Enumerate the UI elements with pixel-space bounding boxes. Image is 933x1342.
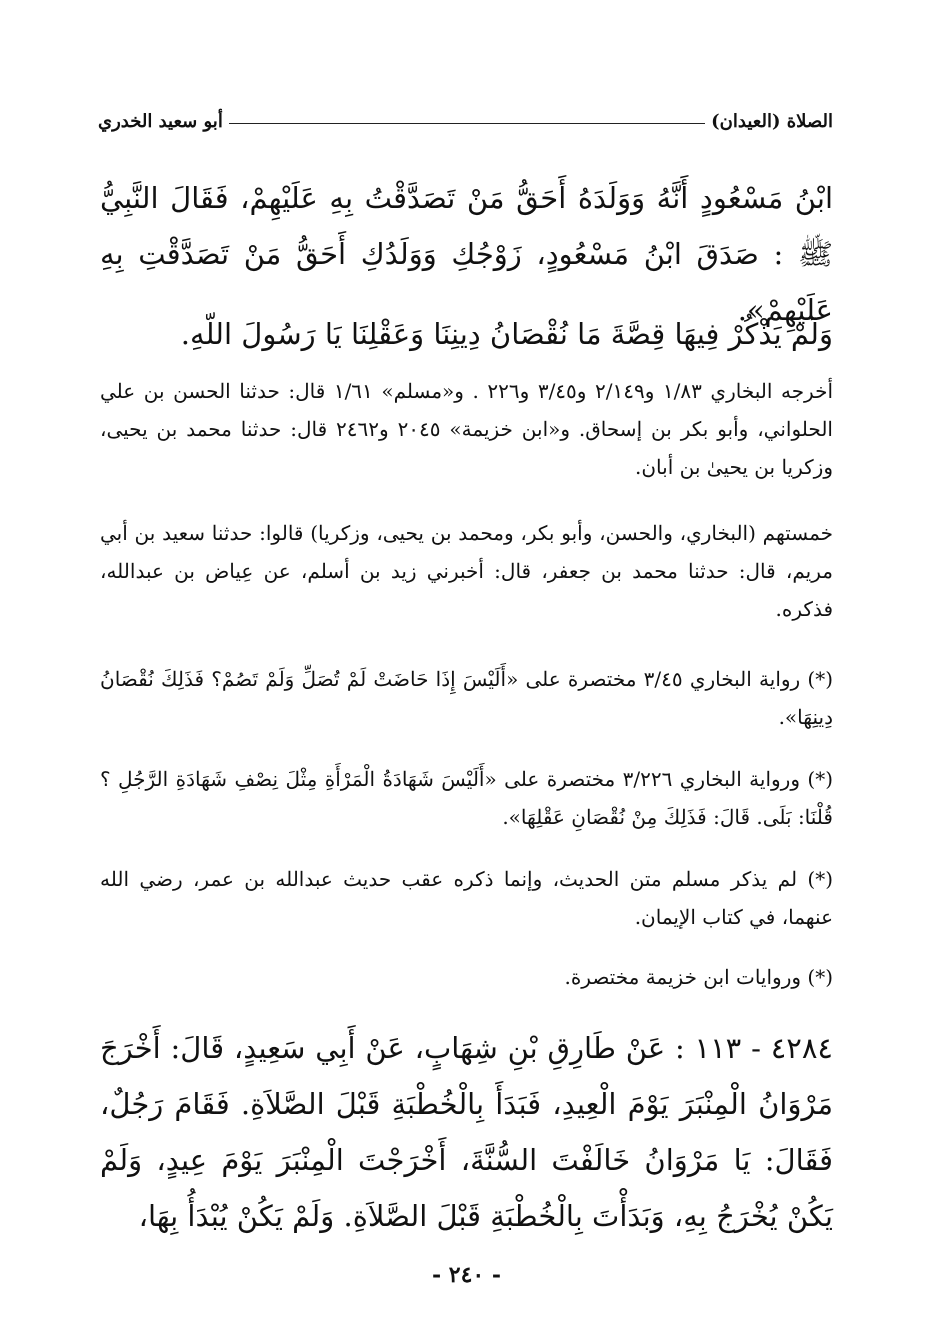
variant-note <box>100 660 833 736</box>
note-paragraph: (*) وروايات ابن خزيمة مختصرة. <box>564 965 833 989</box>
page-number: - ٢٤٠ - <box>431 1262 502 1288</box>
takhrij-note <box>100 514 833 628</box>
header-chapter: الصلاة (العيدان) <box>711 110 833 132</box>
note-paragraph: (*) رواية البخاري ٣/٤٥ مختصرة على «أَلَيْسَ إِذَا حَاضَتْ لَمْ تُصَلِّ وَلَمْ تَصُمْ؟ فَذَلِكَ نُقْصَانُ دِينِهَا». <box>100 667 833 729</box>
header-narrator: أبو سعيد الخدري <box>98 110 223 132</box>
note-paragraph: (*) ورواية البخاري ٣/٢٢٦ مختصرة على «أَلَيْسَ شَهَادَةُ الْمَرْأَةِ مِثْلَ نِصْفِ شَهَادَةِ الرَّجُلِ ؟ قُلْنَا: بَلَى. قَالَ: فَذَلِكَ مِنْ نُقْصَانِ عَقْلِهَا». <box>100 767 833 829</box>
hadith-4284 <box>100 1020 833 1244</box>
note-paragraph: (*) لم يذكر مسلم متن الحديث، وإنما ذكره عقب حديث عبدالله بن عمر، رضي الله عنهما، في كتاب الإيمان. <box>100 867 833 929</box>
running-header <box>98 106 833 136</box>
note-paragraph: خمستهم (البخاري، والحسن، وأبو بكر، ومحمد بن يحيى، وزكريا) قالوا: حدثنا سعيد بن أبي مريم، قال: حدثنا محمد بن جعفر، قال: أخبرني زيد بن أسلم، عن عِياض بن عبدالله، فذكره. <box>100 521 833 621</box>
hadith-paragraph: ٤٢٨٤ - ١١٣ : عَنْ طَارِقِ بْنِ شِهَابٍ، عَنْ أَبِي سَعِيدٍ، قَالَ: أَخْرَجَ مَرْوَانُ الْمِنْبَرَ يَوْمَ الْعِيدِ، فَبَدَأَ بِالْخُطْبَةِ قَبْلَ الصَّلاَةِ. فَقَامَ رَجُلٌ، فَقَالَ: يَا مَرْوَانُ خَالَفْتَ السُّنَّةَ، أَخْرَجْتَ الْمِنْبَرَ يَوْمَ عِيدٍ، وَلَمْ يَكُنْ يُخْرَجُ بِهِ، وَبَدَأْتَ بِالْخُطْبَةِ قَبْلَ الصَّلاَةِ. وَلَمْ يَكُنْ يُبْدَأُ بِهَا، <box>100 1031 833 1233</box>
hadith-remark <box>100 306 833 362</box>
variant-note <box>100 860 833 936</box>
note-paragraph: أخرجه البخاري ١/٨٣ و٢/١٤٩ و٣/٤٥ و٢٢٦ . و«مسلم» ١/٦١ قال: حدثنا الحسن بن علي الحلواني، وأبو بكر بن إسحاق. و«ابن خزيمة» ٢٠٤٥ و٢٤٦٢ قال: حدثنا محمد بن يحيى، وزكريا بن يحيىٰ بن أبان. <box>100 379 834 479</box>
hadith-paragraph: ابْنُ مَسْعُودٍ أَنَّهُ وَوَلَدَهُ أَحَقُّ مَنْ تَصَدَّقْتُ بِهِ عَلَيْهِمْ، فَقَالَ النَّبِيُّ ﷺ : صَدَقَ ابْنُ مَسْعُودٍ، زَوْجُكِ وَوَلَدُكِ أَحَقُّ مَنْ تَصَدَّقْتِ بِهِ عَلَيْهِمْ». <box>100 181 833 327</box>
variant-note <box>100 958 833 996</box>
header-rule <box>229 123 705 124</box>
variant-note <box>100 760 833 836</box>
takhrij-note <box>100 372 833 486</box>
hadith-paragraph: وَلَمْ يَذْكُرْ فِيهَا قِصَّةَ مَا نُقْصَانُ دِينِنَا وَعَقْلِنَا يَا رَسُولَ اللّهِ. <box>180 317 833 351</box>
